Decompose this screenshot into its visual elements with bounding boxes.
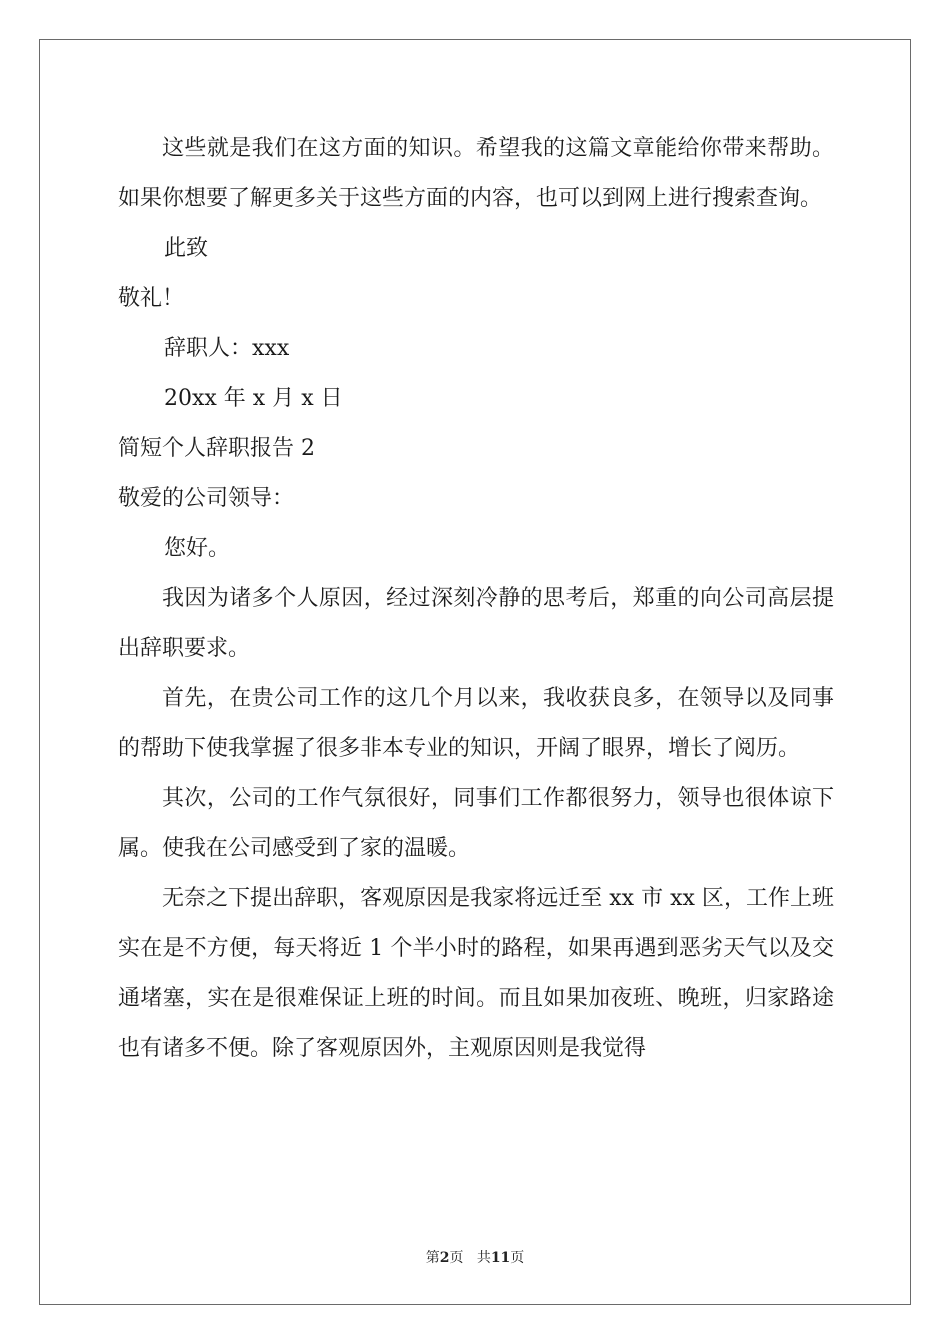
closing-phrase: 此致 — [164, 236, 209, 261]
page-number: 2 — [439, 1250, 450, 1266]
total-prefix: 共 — [476, 1250, 491, 1266]
paragraph-gratitude: 首先，在贵公司工作的这几个月以来，我收获良多，在领导以及同事的帮助下使我掌握了很多非本专业的知识，开阔了眼界，增长了阅历。 — [118, 686, 834, 761]
paragraph-atmosphere: 其次，公司的工作气氛很好，同事们工作都很努力，领导也很体谅下属。使我在公司感受到了家的温暖。 — [118, 786, 834, 861]
paragraph-reasons: 无奈之下提出辞职，客观原因是我家将远迁至 xx 市 xx 区，工作上班实在是不方便，每天将近 1 个半小时的路程，如果再遇到恶劣天气以及交通堵塞，实在是很难保证上班的时间。而且如果加夜班、晚班，归家路途也有诸多不便。除了客观原因外，主观原因则是我觉得 — [118, 886, 834, 1061]
page-prefix: 第 — [425, 1250, 440, 1266]
greeting: 您好。 — [164, 536, 231, 561]
salutation: 敬爱的公司领导： — [118, 486, 295, 511]
closing-salute: 敬礼！ — [118, 286, 185, 311]
document-body — [118, 124, 834, 1074]
total-suffix: 页 — [510, 1250, 525, 1266]
total-pages: 11 — [490, 1250, 511, 1266]
page-footer — [0, 1247, 950, 1267]
paragraph-closing-remarks: 这些就是我们在这方面的知识。希望我的这篇文章能给你带来帮助。如果你想要了解更多关于这些方面的内容，也可以到网上进行搜索查询。 — [118, 136, 834, 211]
letter-date: 20xx 年 x 月 x 日 — [164, 386, 343, 411]
page-suffix: 页 — [449, 1250, 464, 1266]
section-heading: 简短个人辞职报告 2 — [118, 436, 315, 461]
paragraph-resignation-request: 我因为诸多个人原因，经过深刻冷静的思考后，郑重的向公司高层提出辞职要求。 — [118, 586, 834, 661]
signer-name: 辞职人：xxx — [164, 336, 290, 361]
